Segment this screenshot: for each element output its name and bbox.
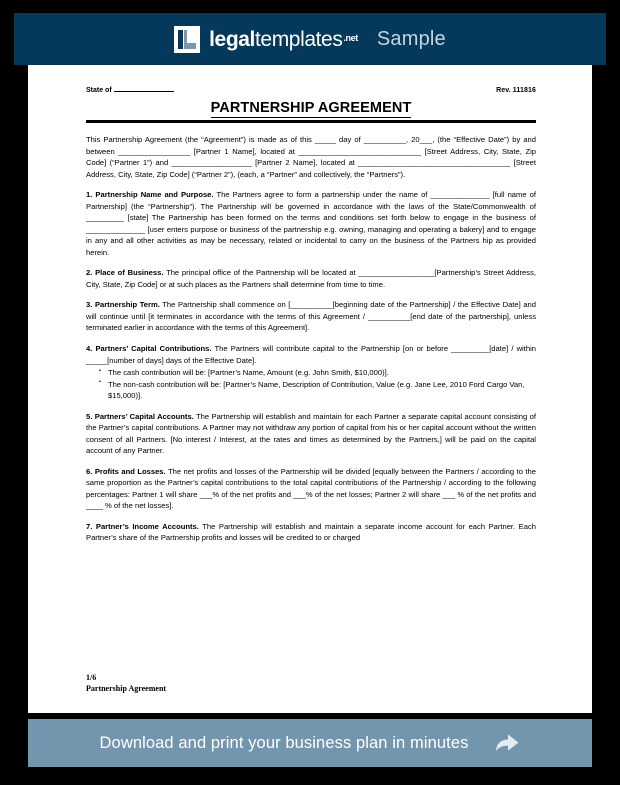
clause-7-heading: Partner’s Income Accounts.	[95, 521, 199, 531]
clause-7-text: The Partnership will establish and maintain a separate income account for each Partner. Each Partner’s share of the Partnership profits and losses will be credited to or charged	[86, 521, 536, 543]
page-title	[86, 100, 536, 116]
clause-1	[86, 189, 536, 258]
clause-1-number: 1.	[86, 190, 93, 200]
clause-4-heading: Partners’ Capital Contributions.	[95, 343, 212, 353]
clause-6	[86, 466, 536, 512]
clause-1-heading: Partnership Name and Purpose.	[95, 190, 214, 200]
clause-7-number: 7.	[86, 521, 93, 531]
wordmark-templates: templates	[254, 27, 343, 51]
clause-5	[86, 411, 536, 457]
page-number: 1/6	[86, 673, 97, 682]
clause-4-number: 4.	[86, 343, 93, 353]
download-cta-bar[interactable]	[28, 719, 592, 767]
clause-1-text: The Partners agree to form a partnership under the name of ______________ [full name of Partnership] (the “Partnership”). The Partnership will be governed in accordance with the laws of the State/Commonwealth of _________ [state] The Partnership has been formed on the terms and conditions set forth below to engage in the business of ______________ [user enters purpose or business of the partnership e.g. owning, managing and operating a bakery] and to engage in any and all other activities as may be necessary, related or incidental to carry on the business of the Partners hip as provided herein.	[86, 190, 536, 257]
clause-2-heading: Place of Business.	[95, 268, 164, 278]
legaltemplates-logo-icon	[174, 26, 200, 53]
state-blank-line	[114, 91, 174, 92]
brand-wordmark	[209, 29, 358, 50]
clause-2	[86, 267, 536, 290]
clause-5-text: The Partnership will establish and maintain for each Partner a separate capital account consisting of the Partner’s capital contributions. A Partner may not withdraw any portion of capital from his or her capital account without the written consent of all Partners. [No interest / Interest, at the rates and times as determined by the Partners,] will be paid on the capital account of any Partner.	[86, 411, 536, 456]
clause-4	[86, 343, 536, 402]
clause-6-text: The net profits and losses of the Partnership will be divided [equally between the Partners / according to the same proportion as the Partner’s capital contributions to the total capital contributions of the Partnership / according to the following percentages: Partner 1 will share ___% of the net profits and ___% of the net losses; Partner 2 will share ___ % of the net profits and ____ % of the net losses].	[86, 466, 536, 511]
brand-lockup	[174, 26, 446, 53]
brand-header	[14, 13, 606, 65]
page-footer	[86, 673, 166, 695]
clause-4-bullet-list	[86, 367, 536, 402]
clause-6-heading: Profits and Losses.	[94, 466, 166, 476]
clause-2-number: 2.	[86, 268, 93, 278]
document-body	[86, 134, 536, 544]
list-item: ▪ The cash contribution will be: [Partner’s Name, Amount (e.g. John Smith, $10,000)].	[108, 367, 536, 379]
clause-3	[86, 299, 536, 334]
clause-2-text: The principal office of the Partnership will be located at __________________[Partnership’s Street Address, City, State, Zip Code] or at such places as the Partners shall determine from time to time.	[86, 268, 536, 289]
clause-3-heading: Partnership Term.	[94, 300, 160, 310]
document-page	[28, 65, 592, 713]
clause-3-text: The Partnership shall commence on [__________[beginning date of the Partnership] / the Effective Date] and will continue until [it terminates in accordance with the terms of this Agreement / __________[end date of the partnership], unless terminated earlier in accordance with the terms of this Agreement].	[86, 300, 536, 333]
cta-label: Download and print your business plan in minutes	[99, 733, 469, 752]
clause-6-number: 6.	[86, 466, 93, 476]
state-of-field	[86, 87, 174, 94]
clause-5-heading: Partners’ Capital Accounts.	[94, 411, 194, 421]
logo-bar-shape	[178, 30, 183, 49]
footer-document-name: Partnership Agreement	[86, 683, 167, 693]
preamble-paragraph: This Partnership Agreement (the “Agreement”) is made as of this _____ day of __________, 20___, (the “Effective Date”) by and between _________________ [Partner 1 Name], located at _____________________________ [Street Address, City, State, Zip Code] (“Partner 1”) and ___________________ [Partner 2 Name], located at ____________________________________ [Street Address, City, State, Zip Code] (“Partner 2”), (each, a “Partner” and collectively, the “Partners”).	[86, 135, 536, 179]
sample-label: Sample	[376, 27, 446, 50]
document-header-row	[86, 87, 536, 94]
clause-5-number: 5.	[86, 411, 93, 421]
document-content	[86, 87, 536, 544]
clause-7	[86, 521, 536, 544]
state-of-label: State of	[86, 87, 112, 94]
logo-l-notch	[187, 30, 196, 43]
page-title-text: PARTNERSHIP AGREEMENT	[210, 100, 412, 116]
list-item: ▪ The non-cash contribution will be: [Partner’s Name, Description of Contribution, Value (e.g. Jane Lee, 2010 Ford Cargo Van, $15,000)].	[108, 379, 536, 402]
revision-number: Rev. 111816	[496, 87, 536, 94]
wordmark-tld: .net	[343, 32, 358, 43]
title-divider	[86, 120, 536, 123]
clause-4-text: The Partners will contribute capital to the Partnership [on or before _________[date] / within _____[number of days] days of the Effective Date].	[86, 343, 536, 365]
share-arrow-icon	[494, 733, 520, 753]
clause-3-number: 3.	[86, 300, 93, 310]
wordmark-legal: legal	[209, 27, 255, 51]
